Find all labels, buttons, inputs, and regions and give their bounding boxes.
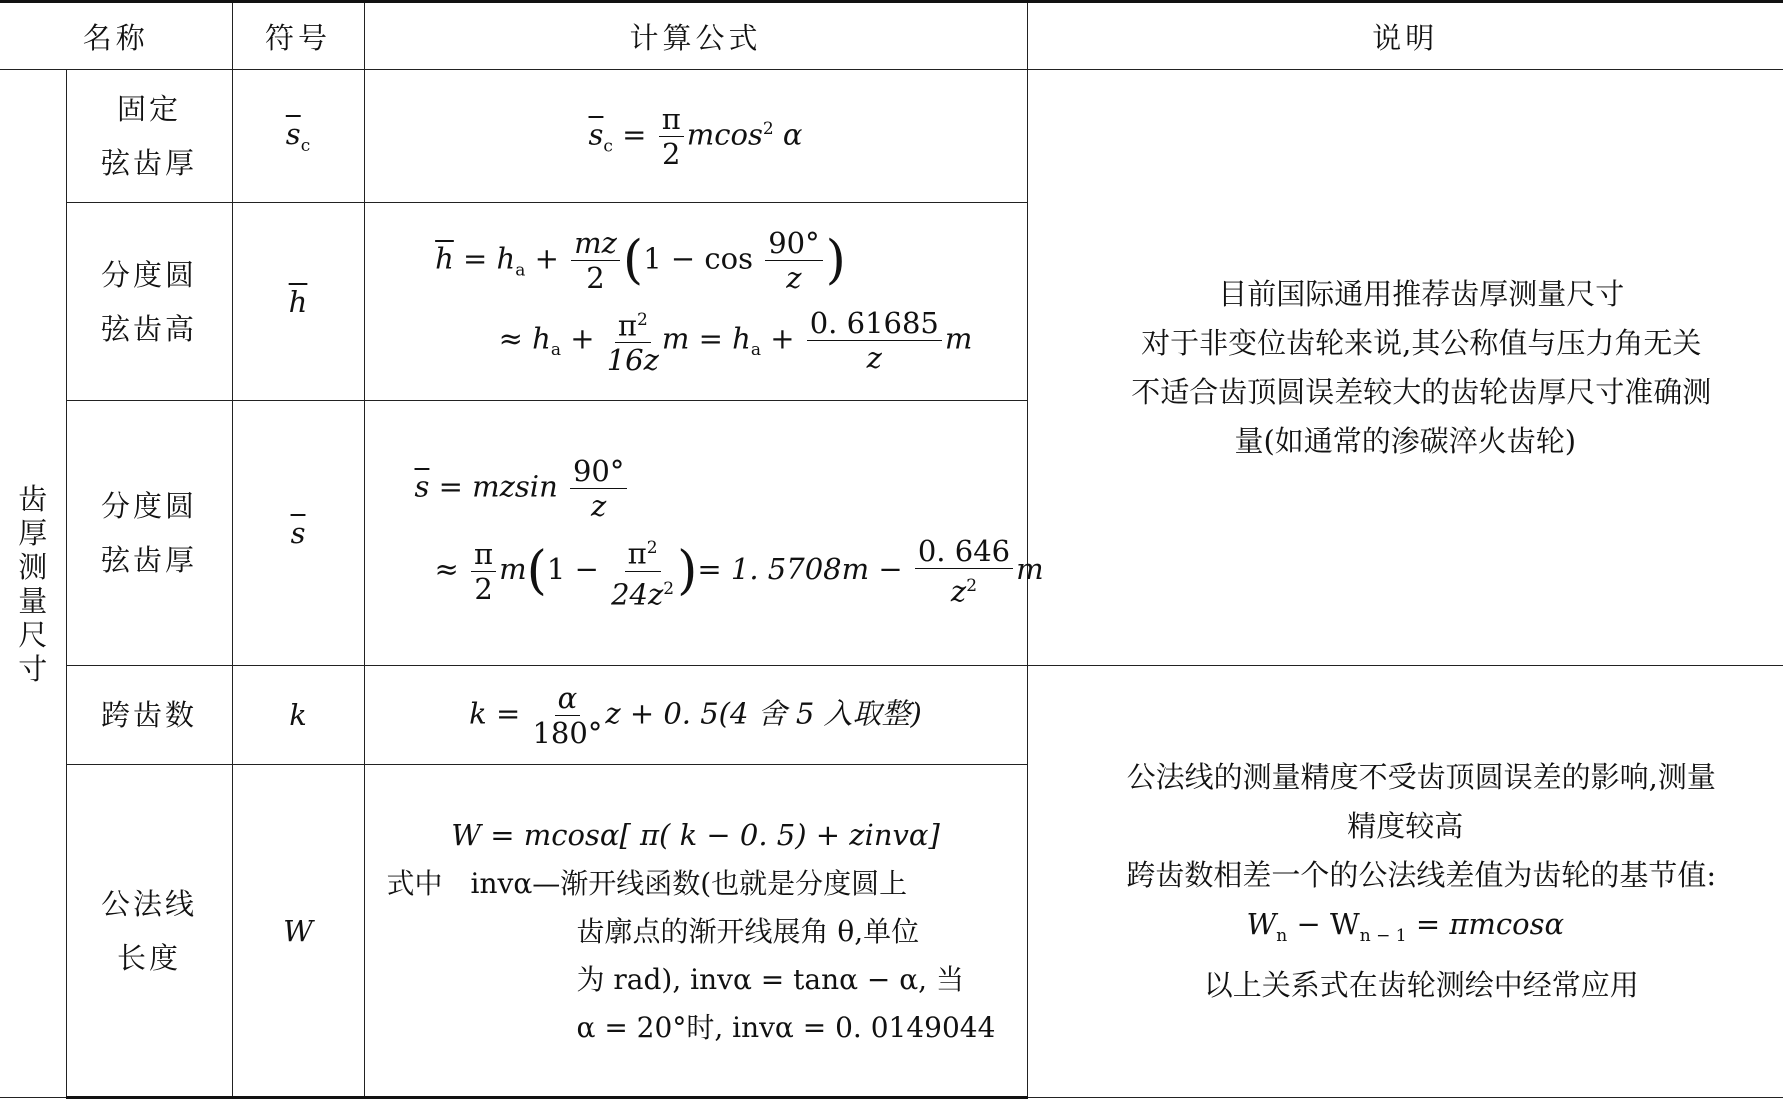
header-symbol: 符号 xyxy=(232,2,364,70)
table-row xyxy=(0,666,1783,765)
row-symbol: W xyxy=(232,765,364,1098)
row-name-span-teeth: 跨齿数 xyxy=(66,666,232,765)
header-name: 名称 xyxy=(0,2,232,70)
row-symbol: $\overline{s}_c$ xyxy=(232,70,364,203)
row-name-fixed-chordal-thickness: 固定 弦齿厚 xyxy=(66,70,232,203)
formula-chordal-thickness: $\overline{s} = mzsin$ $\frac{90^\circ}{z}$ ≈ $\frac{\pi}{2}$ m(1 − $\frac{\pi^2}{24z^2}$ )= 1. 5708m − $\frac{0. 646}{z^2}$ m xyxy=(364,401,1027,666)
row-name-base-tangent-length: 公法线 长度 xyxy=(66,765,232,1098)
notes-chordal: 目前国际通用推荐齿厚测量尺寸 对于非变位齿轮来说,其公称值与压力角无关 不适合齿顶圆误差较大的齿轮齿厚尺寸准确测 量(如通常的渗碳淬火齿轮) xyxy=(1027,70,1783,666)
notes-base-tangent: 公法线的测量精度不受齿顶圆误差的影响,测量 精度较高 跨齿数相差一个的公法线差值为齿轮的基节值: $W_n - W_{n - 1} = \pi mcos\alpha$ 以上关系式在齿轮测绘中经常应用 xyxy=(1027,666,1783,1098)
row-symbol: k xyxy=(232,666,364,765)
header-notes: 说明 xyxy=(1027,2,1783,70)
formula-base-tangent-length: W = mcosα[ π( k − 0. 5) + zinvα] 式中 invα—渐开线函数(也就是分度圆上 齿廓点的渐开线展角 θ,单位 为 rad), invα = tanα − α, 当 α = 20°时, invα = 0. 0149044 xyxy=(364,765,1027,1098)
row-symbol: $\overline{s}$ xyxy=(232,401,364,666)
formula-chordal-addendum: $\overline{h} = h_a$ + $\frac{mz}{2}$ (1 − cos $\frac{90^\circ}{z}$ ) ≈ $h_a$ + $\frac{\pi^2}{16z}$ $m = h_a$ + $\frac{0. 61685}{z}$ m xyxy=(364,203,1027,401)
header-formula: 计算公式 xyxy=(364,2,1027,70)
row-symbol: $\overline{h}$ xyxy=(232,203,364,401)
header-row xyxy=(0,2,1783,70)
table-row xyxy=(0,70,1783,203)
group-label: 齿 厚 测 量 尺 寸 xyxy=(0,70,66,1098)
row-name-chordal-addendum: 分度圆 弦齿高 xyxy=(66,203,232,401)
row-name-chordal-thickness: 分度圆 弦齿厚 xyxy=(66,401,232,666)
formula-span-teeth: k = $\frac{\alpha}{180^\circ}$ z + 0. 5(4 舍 5 入取整) xyxy=(364,666,1027,765)
formula-fixed-chordal-thickness: $\overline{s}_c$ = $\frac{\pi}{2}$ mcos$^2$ α xyxy=(364,70,1027,203)
